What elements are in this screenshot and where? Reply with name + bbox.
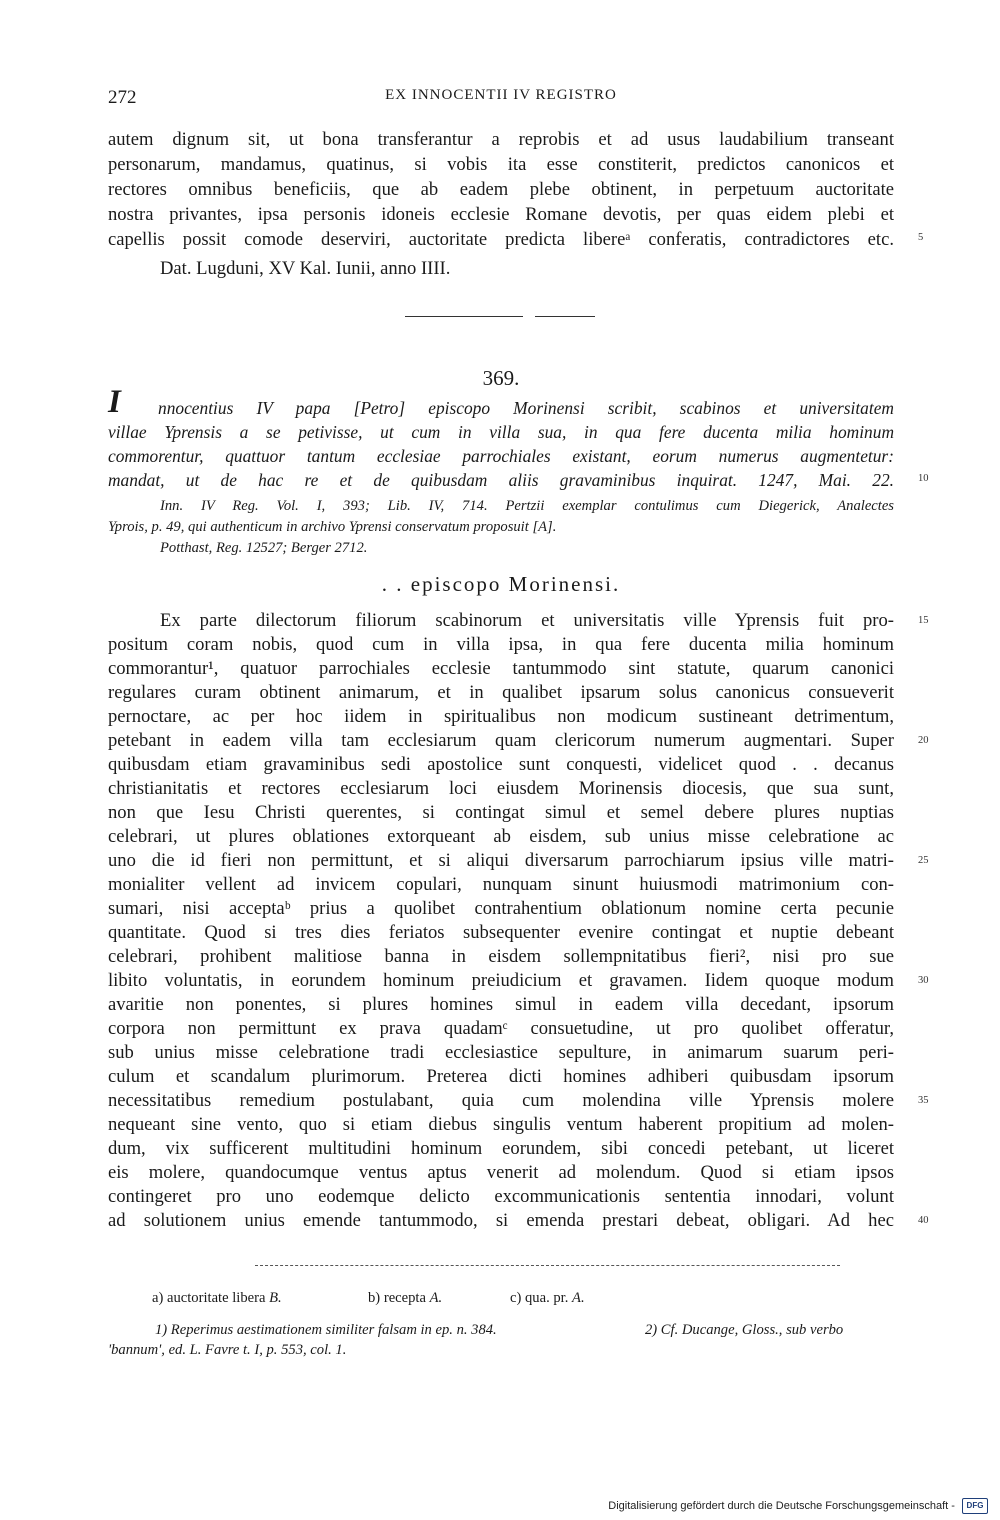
summary-line [108,384,894,420]
body-line: avaritie non ponentes, si plures homines simul in eadem villa decedant, ipsorum [108,994,894,1015]
variant-source: B. [269,1290,282,1306]
body-line: quibusdam etiam gravaminibus sedi apostolice sunt conquesti, videlicet quod . . decanus [108,754,894,775]
footnote: 2) Cf. Ducange, Gloss., sub verbo [645,1322,844,1338]
variant-marker: a) [152,1290,164,1306]
source-line: Potthast, Reg. 12527; Berger 2712. [160,540,368,556]
summary-line: villae Yprensis a se petivisse, ut cum in villa sua, in qua fere ducenta milia hominum [108,422,894,442]
line-number: 25 [918,855,929,866]
variant-text: qua. pr. [525,1290,569,1306]
separator-rule-short [535,316,595,317]
body-line: ad solutionem unius emende tantummodo, si emenda prestari debeat, obligari. Ad hec [108,1210,894,1231]
body-line: sub unius misse celebratione tradi ecclesiastice sepulture, in animarum suarum peri- [108,1042,894,1063]
variant-text: auctoritate libera [167,1290,266,1306]
line-number: 15 [918,615,929,626]
body-line: necessitatibus remedium postulabant, quia cum molendina ville Yprensis molere [108,1090,894,1111]
line-number: 20 [918,735,929,746]
body-line: non que Iesu Christi querentes, si contingat simul et semel debere plures nuptias [108,802,894,823]
variant-text: recepta [383,1290,426,1306]
variant-note [368,1290,442,1307]
body-line: nequeant sine vento, quo si etiam diebus singulis ventum haberent propitium ad molen- [108,1114,894,1135]
body-line: celebrari, ut plures oblationes extorqueant ab eisdem, sub unius misse celebratione ac [108,826,894,847]
line-number: 5 [918,232,924,243]
line-number: 40 [918,1215,929,1226]
body-line: dum, vix sufficerent multitudini hominum eorundem, sibi concedi petebant, ut liceret [108,1138,894,1159]
body-line: petebant in eadem villa tam ecclesiarum quam clericorum numerum augmentari. Super [108,730,894,751]
body-line: sumari, nisi acceptaᵇ prius a quolibet contrahentium oblationum nomine certa pecunie [108,898,894,919]
body-line: Ex parte dilectorum filiorum scabinorum et universitatis ville Yprensis fuit pro- [160,610,894,631]
summary-line: mandat, ut de hac re et de quibusdam aliis gravaminibus inquirat. 1247, Mai. 22. [108,470,894,490]
variant-marker: b) [368,1290,381,1306]
line-number: 30 [918,975,929,986]
summary-line: commorentur, quattuor tantum ecclesiae parrochiales existant, eorum numerus augmentetur: [108,446,894,466]
body-line: eis molere, quandocumque ventus aptus venerit ad molendum. Quod si etiam ipsos [108,1162,894,1183]
line-number: 10 [918,473,929,484]
footnote-continuation: 'bannum', ed. L. Favre t. I, p. 553, col. 1. [108,1342,347,1358]
body-line: culum et scandalum plurimorum. Preterea dicti homines adhiberi quibusdam ipsorum [108,1066,894,1087]
body-line: christianitatis et rectores ecclesiarum loci eiusdem Morinensis diocesis, que sua sunt, [108,778,894,799]
separator-rule [405,316,523,317]
digitization-notice [608,1497,988,1515]
body-line: corpora non permittunt ex prava quadamᶜ consuetudine, ut pro quolibet offeratur, [108,1018,894,1039]
variant-note [510,1290,585,1307]
body-line: positum coram nobis, quod cum in villa ipsa, in qua fere ducenta milia hominum [108,634,894,655]
addressee-heading: . . episcopo Morinensi. [381,572,621,596]
source-line: Yprois, p. 49, qui authenticum in archivo Yprensi conservatum proposuit [A]. [108,519,557,535]
document-number: 369. [482,366,520,390]
dateline: Dat. Lugduni, XV Kal. Iunii, anno IIII. [160,258,451,279]
text-line: autem dignum sit, ut bona transferantur a reprobis et ad usus laudabilium transeant [108,129,894,150]
body-line: celebrari, prohibent malitiose banna in eisdem sollempnitatibus fieri², nisi pro sue [108,946,894,967]
digitization-notice-text: Digitalisierung gefördert durch die Deutsche Forschungsgemeinschaft - [608,1500,955,1512]
summary-line-text: nnocentius IV papa [Petro] episcopo Morinensi scribit, scabinos et universitatem [158,398,894,418]
variant-source: A. [572,1290,585,1306]
body-line: libito voluntatis, in eorundem hominum preiudicium et gravamen. Iidem quoque modum [108,970,894,991]
body-line: quantitate. Quod si tres dies feriatos subsequenter evenire contingat et nuptie debeant [108,922,894,943]
running-head [108,87,894,111]
body-line: contingeret pro uno eodemque delicto excommunicationis sententia innodari, volunt [108,1186,894,1207]
body-line: pernoctare, ac per hoc iidem in spiritualibus non modicum sustineant detrimentum, [108,706,894,727]
body-line: monialiter vellent ad invicem copulari, nunquam sinunt huiusmodi matrimonium con- [108,874,894,895]
variant-note [152,1290,282,1307]
variant-source: A. [429,1290,443,1306]
running-title: EX INNOCENTII IV REGISTRO [385,87,617,103]
body-line: regulares curam obtinent animarum, et in qualibet ipsarum solus canonicus consueverit [108,682,894,703]
body-line: commorantur¹, quatuor parrochiales ecclesie tantummodo sint statute, quarum canonici [108,658,894,679]
text-line: rectores omnibus beneficiis, que ab eadem plebe obtinent, in perpetuum auctoritate [108,179,894,200]
footnote: 1) Reperimus aestimationem similiter falsam in ep. n. 384. [155,1322,497,1338]
drop-initial: I [108,384,121,420]
footnote-rule [255,1265,840,1266]
dfg-logo: DFG [962,1498,988,1514]
source-line: Inn. IV Reg. Vol. I, 393; Lib. IV, 714. Pertzii exemplar contulimus cum Diegerick, Analectes [160,498,894,514]
text-line: nostra privantes, ipsa personis idoneis ecclesie Romane devotis, per quas eidem plebi et [108,204,894,225]
body-line: uno die id fieri non permittunt, et si aliqui diversarum parrochiarum ipsius ville matri- [108,850,894,871]
text-line: capellis possit comode deserviri, auctoritate predicta libereᵃ conferatis, contradictores etc. [108,229,894,250]
line-number: 35 [918,1095,929,1106]
variant-marker: c) [510,1290,522,1306]
page-number: 272 [108,87,137,108]
text-line: personarum, mandamus, quatinus, si vobis ita esse constiterit, predictos canonicos et [108,154,894,175]
